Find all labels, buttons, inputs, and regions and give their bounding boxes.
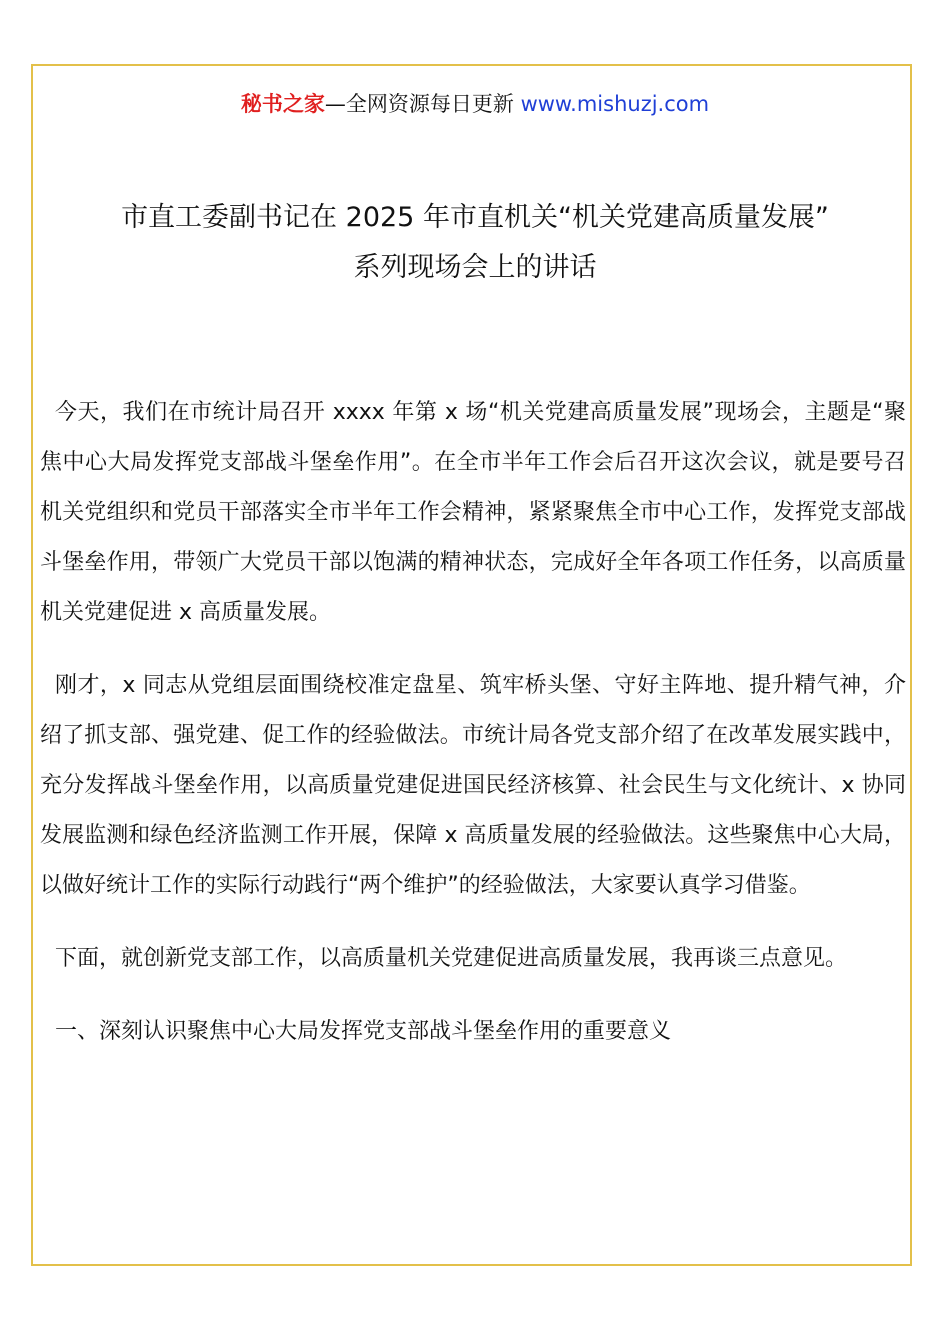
- document-body: [40, 388, 906, 1080]
- paragraph-3: 下面，就创新党支部工作，以高质量机关党建促进高质量发展，我再谈三点意见。: [55, 946, 848, 971]
- site-url-link[interactable]: www.mishuzj.com: [520, 92, 710, 116]
- header-tagline: —全网资源每日更新: [324, 92, 514, 116]
- paragraph-1: 今天，我们在市统计局召开 xxxx 年第 x 场“机关党建高质量发展”现场会，主题是“聚焦中心大局发挥党支部战斗堡垒作用”。在全市半年工作会后召开这次会议，就是要号召机关党组织和党员干部落实全市半年工作会精神，紧紧聚焦全市中心工作，发挥党支部战斗堡垒作用，带领广大党员干部以饱满的精神状态，完成好全年各项工作任务，以高质量机关党建促进 x 高质量发展。: [40, 400, 906, 625]
- paragraph-2: 刚才，x 同志从党组层面围绕校准定盘星、筑牢桥头堡、守好主阵地、提升精气神，介绍了抓支部、强党建、促工作的经验做法。市统计局各党支部介绍了在改革发展实践中，充分发挥战斗堡垒作用，以高质量党建促进国民经济核算、社会民生与文化统计、x 协同发展监测和绿色经济监测工作开展，保障 x 高质量发展的经验做法。这些聚焦中心大局，以做好统计工作的实际行动践行“两个维护”的经验做法，大家要认真学习借鉴。: [40, 673, 906, 898]
- section-heading-1: 一、深刻认识聚焦中心大局发挥党支部战斗堡垒作用的重要意义: [55, 1019, 672, 1044]
- site-header: [0, 88, 950, 120]
- document-title: [30, 193, 920, 293]
- title-line-1: 市直工委副书记在 2025 年市直机关“机关党建高质量发展”: [121, 202, 829, 233]
- title-line-2: 系列现场会上的讲话: [353, 252, 597, 283]
- brand-name: 秘书之家: [240, 92, 325, 116]
